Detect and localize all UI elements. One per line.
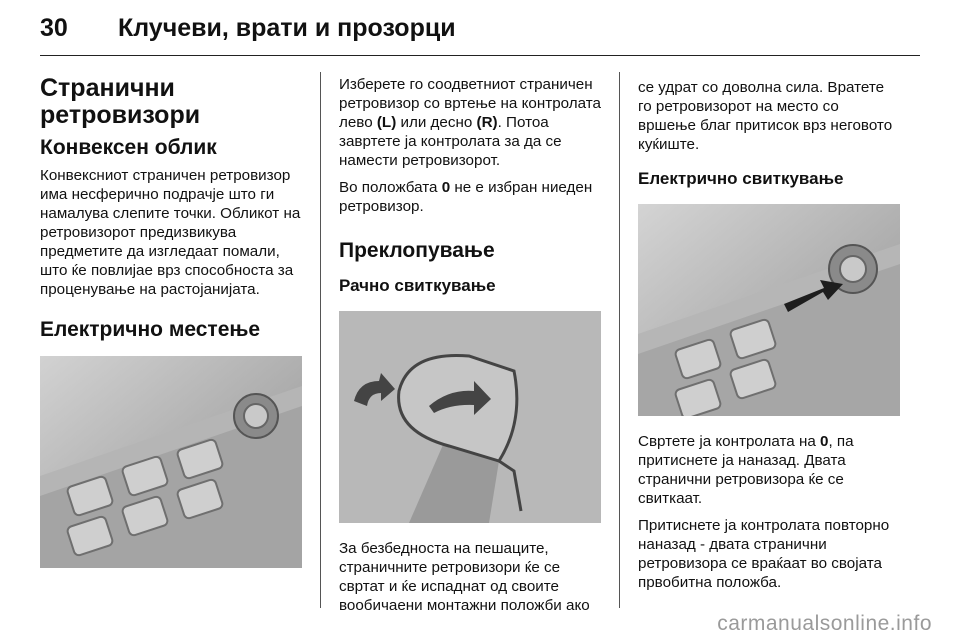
text-segment: Изберете го соодветниот страничен ретровизор со вртење на контролата лево [339,76,601,131]
watermark: carmanualsonline.info [717,612,932,635]
page-title: Клучеви, врати и прозорци [118,14,456,42]
page-header [0,0,960,58]
heading-folding: Преклопување [339,239,495,262]
label-right: (R) [476,114,498,131]
text-segment: или десно [396,114,477,131]
label-zero: 0 [441,179,451,196]
door-panel-illustration [40,356,302,568]
subheading-electric-adjust: Електрично местење [40,318,261,341]
paragraph-press-again: Притиснете ја контролата повторно наназад - двата странични ретровизора се враќаат во својата првобитна положба. [638,517,890,591]
column-3 [638,78,900,600]
column-divider-2 [619,72,620,608]
text-segment: , па притиснете ја наназад. Двата странични ретровизора ќе се свиткаат. [638,433,854,507]
text-segment: Во положбата [339,179,442,196]
header-rule [40,55,920,56]
figure-door-control-panel [40,356,302,568]
text-segment: не е избран ниеден ретровизор. [339,179,593,215]
page-number: 30 [40,14,68,42]
column-1 [40,75,302,576]
subheading-electric-folding: Електрично свиткување [638,169,844,188]
paragraph-select-mirror [339,75,601,170]
paragraph-convex: Конвексниот страничен ретровизор има несферично подрачје што ги намалува слепите точки. Обликот на ретровизорот предизвикува предметите да изгледаат помали, што ќе повлијае врз способноста за проценување на растојанијата. [40,167,301,298]
label-left: (L) [376,114,397,131]
paragraph-pedestrian-safety: За безбедноста на пешаците, страничните ретровизори ќе се свртат и ќе испаднат од своите вообичаени монтажни положби ако [339,540,590,614]
door-panel-arrow-illustration [638,204,900,416]
subheading-manual-folding: Рачно свиткување [339,276,496,295]
column-2 [339,75,601,623]
text-segment: . Потоа завртете ја контролата за да се намести ретровизорот. [339,114,562,169]
subheading-convex: Конвексен облик [40,136,217,159]
paragraph-press-back [638,432,900,508]
column-divider-1 [320,72,321,608]
figure-door-control-arrow [638,204,900,416]
text-segment: Свртете ја контролата на [638,433,821,450]
paragraph-position-zero [339,178,601,216]
section-heading-mirrors: Странични ретровизори [40,74,201,129]
paragraph-return-mirror: се удрат со доволна сила. Вратете го ретровизорот на место со вршење благ притисок врз неговото куќиште. [638,79,893,153]
mirror-folding-illustration [339,311,601,523]
figure-mirror-folding [339,311,601,523]
label-zero: 0 [820,433,829,450]
